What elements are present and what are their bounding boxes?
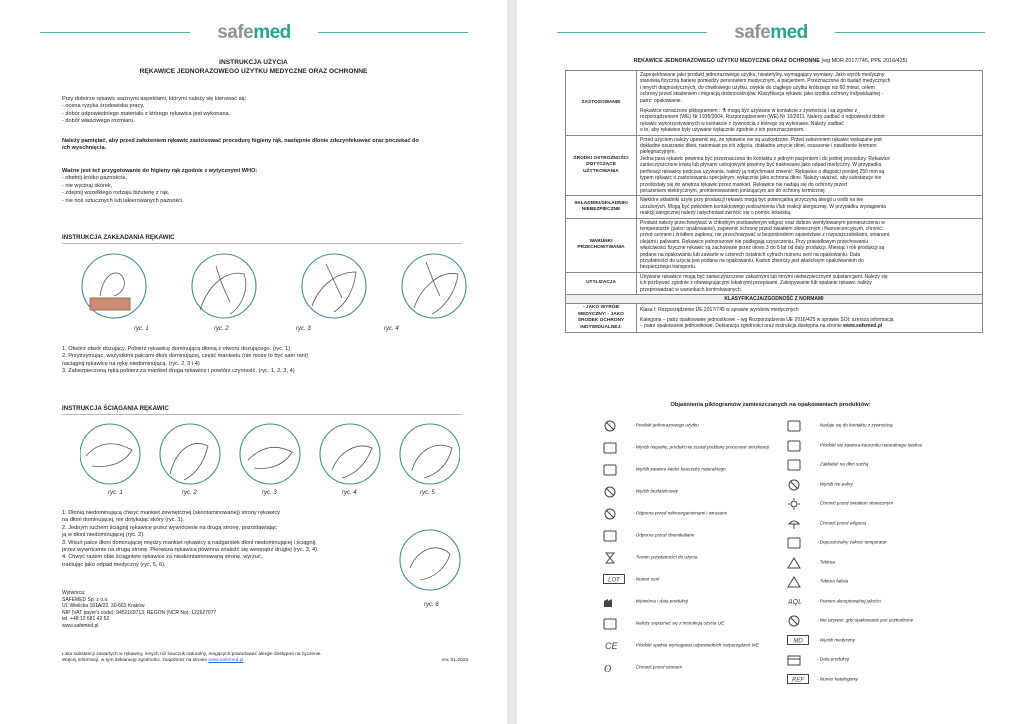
- intro-line: Przy doborze rękawic ważnymi aspektami, którymi należy się kierować są:: [62, 96, 247, 102]
- glove-box: [90, 298, 130, 310]
- doffing-step: ją w dłoni niedominującej (ryc. 2).: [62, 532, 145, 539]
- row-line: Przed użyciem należy upewnić się, że rękawice nie są uszkodzone. Przed założeniem rękawic wskazane jest: [640, 136, 882, 143]
- logo-line-right: [835, 32, 985, 33]
- donning-caption-2: ryc. 2: [214, 326, 229, 332]
- pictogram-label: - Produkt jednorazowego użytku: [633, 422, 699, 428]
- row-line: właściwości fizyczne rękawic są zachowane przez okres 3 do 5 lat od daty produkcji. Miesiąc i rok produkcji są: [640, 245, 885, 252]
- row-line: Zaprojektowane jako produkt jednorazowego użytku, niesterylny, wymagający wymiany. Jako wyrób medyczny: [640, 72, 885, 78]
- hand-sketch-2: [200, 273, 246, 314]
- title-line-1: INSTRUKCJA UŻYCIA: [219, 59, 288, 66]
- pictogram-label: - Numer katalogowy: [817, 676, 858, 682]
- hand-sketch-3: [312, 272, 356, 312]
- row-line: o to, aby rękawice były używane wyłącznie zgodnie z ich przeznaczeniem.: [640, 127, 805, 134]
- hand-icon: [787, 440, 811, 451]
- footer: [62, 652, 482, 665]
- pictogram-row: [787, 537, 887, 548]
- pictogram-label: - Wyrób zawiera lateks kauczuku naturalnego: [633, 466, 726, 472]
- row-line: Rękawice oznaczone piktogramem : ⚗ mogą być używane w kontakcie z żywnością i są zgodne z: [640, 108, 858, 115]
- row-line: Niektóre składniki użyte przy produkcji rękawic mogą być potencjalną przyczyną alergii u osób na nie: [640, 197, 864, 204]
- doffing-caption-5: ryc. 5: [420, 490, 435, 496]
- who-item: - nie noś sztucznych lub lakierowanych paznokci.: [62, 197, 184, 204]
- hygiene-line: Należy pamiętać, aby przed założeniem rękawic zastosować procedurę higieny rąk, następnie dłonie zdezynfekować oraz poczekać do: [62, 138, 419, 144]
- logo-line-left: [40, 32, 190, 33]
- lot-icon: [603, 574, 627, 585]
- hygiene-line: ich wyschnięcia.: [62, 145, 107, 152]
- svg-text:LOT: LOT: [608, 577, 620, 584]
- pictogram-row: [787, 518, 866, 529]
- pictogram-row: [603, 486, 678, 497]
- pictogram-label: - Produkt nie zawiera kauczuku naturalnego lateksu: [817, 442, 923, 448]
- manufacturer-line: tel. +48 12 681 42 52: [62, 616, 110, 623]
- pictogram-row: [603, 618, 724, 629]
- doffing-fig-6: [398, 528, 462, 592]
- logo: [711, 22, 831, 44]
- intro-block: [62, 96, 462, 126]
- row-label: WARUNKI PRZECHOWYWANIA: [566, 218, 637, 272]
- row-line: patrz: opakowanie.: [640, 97, 682, 104]
- logo-line-right: [318, 32, 468, 33]
- sun-icon: [787, 498, 811, 509]
- pictogram-row: [603, 662, 682, 673]
- hygiene-note: [62, 138, 482, 153]
- doffing-step: 3. Wsuń palce dłoni dominującej między mankiet rękawicy a nadgarstek dłoni niedominującej i ściągnij,: [62, 539, 317, 546]
- row-line: przeprowadzać w warunkach kontrolowanych.: [640, 286, 742, 293]
- doffing-step: 2. Jednym ruchem ściągnij rękawicę przez wywrócenie na drugą stronę, pozostawiając: [62, 524, 277, 531]
- pictogram-label: - Chronić przed ozonem: [633, 664, 683, 670]
- header-logo-row: [0, 22, 507, 42]
- intro-line: - ocena ryzyka środowiska pracy,: [62, 103, 145, 110]
- pictogram-label: - Wyrób bezlateksowy: [633, 488, 678, 494]
- pictogram-label: - Nadaje się do kontaktu z żywnością: [817, 422, 893, 428]
- row-text: [637, 272, 983, 294]
- donning-step: 3. Zabezpieczoną ręką pobierz za mankiet drugą rękawicę i powtórz czynność. (ryc. 1, 2, 3, 4): [62, 368, 295, 375]
- logo-part-teal: med: [770, 22, 808, 43]
- chem-icon: [603, 530, 627, 541]
- table-row: [566, 304, 983, 333]
- donning-fig-2-frame: [192, 254, 256, 318]
- classification-line: Kategoria – patrz opakowanie jednostkowe – wg Rozporządzenia UE 2016/425 w sprawie ŚOI; szersza informacja: [640, 317, 894, 324]
- doffing-caption-2: ryc. 2: [182, 490, 197, 496]
- latex-icon: [603, 464, 627, 475]
- who-block: [62, 168, 462, 205]
- pictogram-row: [603, 596, 688, 607]
- pictogram-label: - Poziom akceptowalnej jakości: [817, 598, 881, 604]
- manufacturer-line: Ul. Wielicka 181A/22, 30-663 Kraków: [62, 603, 145, 610]
- temp-icon: [787, 537, 811, 548]
- pap-icon: [787, 576, 811, 587]
- page-right: [517, 0, 1024, 724]
- pictogram-row: [787, 635, 855, 646]
- donning-step: naciągnij rękawicę na rękę niedominującą. (ryc. 2, 3 i 4): [62, 360, 200, 367]
- pictogram-label: - Wyrób nie palny: [817, 481, 853, 487]
- logo-line-left: [557, 32, 707, 33]
- doffing-step: traktując jako odpad medyczny (ryc. 5, 6).: [62, 561, 166, 568]
- manufacturer-line: NIP (VAT payer's code): 9452169713, REGON (NCR No): 122627977: [62, 609, 217, 616]
- row-text: [637, 218, 983, 272]
- header-logo-row-right: [517, 22, 1024, 42]
- pictogram-row: [603, 508, 727, 519]
- pictogram-row: [603, 574, 659, 585]
- row-line: i innych diagnostycznych, do chwilowego użytku, zwykle do ciągłego użytku krótszego niż 60 minut, celem: [640, 84, 875, 91]
- row-line: przedostały się do wnętrza rękawic przez mankiet. Rękawice nie nadają się do ochrony przed: [640, 181, 847, 188]
- row-line: rękawic wykorzystywanych w kontakcie z żywnością z którego są wykonane. Należy zadbać: [640, 120, 844, 127]
- pictogram-row: [603, 420, 699, 431]
- row-line: podane na opakowaniu lub zawarte w czterech ostatnich cyfrach numeru serii na opakowaniu. Data: [640, 251, 861, 258]
- table-row: [566, 272, 983, 294]
- pictogram-row: [603, 442, 769, 453]
- donning-divider: [62, 243, 462, 244]
- wet-icon: [787, 518, 811, 529]
- row-line: przydatności do użycia jest podana na opakowaniu. Karton zbiorczy jest właściwym opakowaniem do: [640, 257, 864, 264]
- svg-text:MD: MD: [793, 638, 803, 644]
- row-line: perforacji rękawicy podczas używania, należy ją natychmiast zmienić. Rękawice o długości poniżej 250 mm są: [640, 168, 885, 175]
- row-text: [637, 196, 983, 218]
- classification-link[interactable]: www.safemed.pl: [843, 323, 883, 330]
- donning-caption-1: ryc. 1: [134, 326, 149, 332]
- row-line: stanowią fizyczną barierę pomiędzy personelem medycznym, a pacjentem. Przeznaczone do badań medycznych: [640, 78, 891, 85]
- row-line: porażeniem elektrycznym, promieniowaniem jonizującym ani do ochrony termicznej.: [640, 187, 826, 194]
- pictogram-label: - Wyrób medyczny: [817, 637, 856, 643]
- pictogram-label: - Wytwórca i data produkcji: [633, 598, 689, 604]
- doffing-caption-6: ryc. 6: [424, 602, 439, 608]
- row-label: SKŁADNIKI/SKŁADNIKI NIEBEZPIECZNE: [566, 196, 637, 218]
- md-icon: [787, 635, 811, 646]
- pictogram-label: - Chronić przed światłem słonecznym: [817, 500, 894, 506]
- pictogram-label: - Zakładać na dłoń suchą: [817, 461, 869, 467]
- row-line: Jedna para rękawic powinna być przeznaczona do kontaktu z jednym pacjentem i do jednej procedury. Rękawice: [640, 155, 891, 162]
- row-text: [637, 135, 983, 196]
- classification-line: [640, 323, 979, 329]
- doffing-caption-1: ryc. 1: [108, 490, 123, 496]
- ref-icon: [787, 674, 811, 685]
- glove-sketch-4: [426, 262, 440, 296]
- who-item: - nie wycinaj skórek,: [62, 182, 113, 189]
- who-item: - obetnij krótko paznokcie,: [62, 175, 127, 182]
- classification-line: Klasa I; Rozporządzenie UE 2017/745 w sprawie wyrobów medycznych: [640, 306, 799, 313]
- recycle-icon: [787, 557, 811, 568]
- doffing-caption-3: ryc. 3: [262, 490, 277, 496]
- damaged-icon: [787, 615, 811, 626]
- donning-figures: [80, 250, 470, 332]
- pictogram-row: [787, 615, 913, 626]
- manufacturer-title: Wytwórca:: [62, 590, 86, 596]
- pictogram-row: [787, 576, 848, 587]
- intro-line: - dobór właściwego rozmiaru.: [62, 118, 135, 125]
- pictogram-row: [787, 674, 858, 685]
- revision-label: rev. 01.2023: [441, 658, 468, 663]
- row-text: [637, 71, 983, 136]
- pictogram-row: [787, 459, 868, 470]
- pictogram-label: - Numer serii: [633, 576, 660, 582]
- manufacturer-line: www.safemed.pl: [62, 622, 99, 629]
- hourglass-icon: [603, 552, 627, 563]
- document-title: [0, 58, 507, 76]
- logo-part-grey: safe: [734, 22, 771, 43]
- micro-icon: [603, 508, 627, 519]
- row-line: reakcji alergicznej należy natychmiast zwrócić się o pomoc lekarską.: [640, 210, 792, 217]
- hand2-icon: [787, 459, 811, 470]
- no-reuse-icon: [603, 420, 627, 431]
- glove-sketch-3: [326, 264, 342, 298]
- pictogram-label: - Produkt spełnia wymagania odpowiednich rozporządzeń WE: [633, 642, 760, 648]
- row-label: UTYLIZACJA: [566, 272, 637, 294]
- doffing-step: 4. Chwyć razem obie ściągnięte rękawice za nieskontaminowaną stronę, wyrzuć,: [62, 554, 263, 561]
- pictogram-row: [787, 498, 893, 509]
- pictogram-row: [603, 530, 694, 541]
- pictogram-row: [603, 640, 759, 651]
- row-line: typem rękawic o zastosowaniu specjalnym, wyłącznie jako ochrona dłoni. Należy uważać, aby substancje nie: [640, 175, 882, 182]
- factory-icon: [603, 596, 627, 607]
- glove-sketch-2: [216, 266, 230, 302]
- pictogram-row: [787, 654, 849, 665]
- title-line-2: RĘKAWICE JEDNORAZOWEGO UŻYTKU MEDYCZNE ORAZ OCHRONNE: [139, 68, 368, 75]
- pictogram-row: [603, 552, 697, 563]
- aql-icon: [787, 596, 811, 607]
- pictogram-label: - Termin przydatności do użycia: [633, 554, 698, 560]
- row-label: ŚRODKI OSTROŻNOŚCI DOTYCZĄCE UŻYTKOWANIA: [566, 135, 637, 196]
- spec-header-bold: RĘKAWICE JEDNORAZOWEGO UŻYTKU MEDYCZNE ORAZ OCHRONNE: [633, 58, 820, 64]
- svg-text:AQL: AQL: [788, 598, 803, 606]
- footer-more-info-text: Więcej informacji, w tym deklarację zgodności, znajdziesz na stronie: [62, 658, 209, 664]
- logo-part-teal: med: [253, 22, 291, 43]
- footer-allergen-note: Lista substancji zawartych w rękawicy, innych niż kauczuk naturalny, mogących powodować alergie dostępna na życzenie.: [62, 652, 322, 657]
- hand-sketch-1: [100, 273, 124, 296]
- hand-sketch-4: [414, 273, 458, 314]
- classification-line-text: – patrz opakowanie jednostkowe. Deklaracja zgodności oraz instrukcja dostępna na stronie: [640, 323, 844, 330]
- document-icon: [603, 618, 627, 629]
- row-line: pielęgnacyjnym.: [640, 149, 676, 156]
- pictogram-title: Objaśnienia piktogramów zamieszczanych na opakowaniach produktów:: [670, 402, 871, 408]
- logo-part-grey: safe: [217, 22, 254, 43]
- pictogram-label: - Tektura: [817, 559, 835, 565]
- pictogram-row: [603, 464, 726, 475]
- classification-text: [637, 304, 983, 333]
- latex-free-icon: [603, 486, 627, 497]
- donning-title: INSTRUKCJA ZAKŁADANIA RĘKAWIC: [62, 234, 175, 241]
- doffing-caption-4: ryc. 4: [342, 490, 357, 496]
- pictogram-label: - Odporna przed mikroorganizmami i wirusami: [633, 510, 727, 516]
- row-line: dokładne osuszanie dłoni, natomiast po ich zdjęciu, dokładne umycie dłoni, osuszenie i nawilżenie kremem: [640, 143, 877, 150]
- svg-text:O: O: [604, 664, 612, 674]
- doffing-title: INSTRUKCJA ŚCIĄGANIA RĘKAWIC: [62, 405, 169, 412]
- row-line: rozporządzeniem (WE) Nr 1935/2004, Rozporządzeniem (WE) Nr 10/2011. Należy zadbać o odpowiedni dobór: [640, 114, 886, 121]
- row-line: przed ozonem i źródłem zapłonu, nie przechowywać w bezpośrednim sąsiedztwie z rozpuszczalnikami, smarami,: [640, 232, 891, 239]
- ce-icon: [603, 640, 627, 651]
- cal-icon: [787, 654, 811, 665]
- table-row: [566, 218, 983, 272]
- row-line: zanieczyszczone krwią lub płynami ustrojowymi powinny być traktowane jako odpad medyczny. W przypadku: [640, 162, 882, 169]
- doffing-figures: [80, 420, 460, 492]
- who-item: - zdejmij wszelkiego rodzaju biżuterię z rąk,: [62, 190, 170, 197]
- page-left: [0, 0, 507, 724]
- pictogram-row: [787, 440, 922, 451]
- row-line: olejami i paliwami. Rękawice jednorazowe nie podlegają czyszczeniu. Przy prawidłowym przechowaniu: [640, 238, 869, 245]
- doffing-steps: [62, 510, 402, 569]
- row-line: Produkt należy przechowywać w chłodnym pozbawionym wilgoci oraz dobrze wentylowanym pomieszczeniu w: [640, 219, 885, 226]
- doffing-divider: [62, 414, 462, 415]
- pictogram-row: [787, 557, 835, 568]
- row-line: ich pozbywać zgodnie z obowiązującymi lokalnymi przepisami. Zakopywanie lub spalanie rękawic należy: [640, 280, 872, 287]
- pictogram-row: [787, 420, 893, 431]
- row-label: ZASTOSOWANIE: [566, 71, 637, 136]
- row-line: Używane rękawice mogą być zanieczyszczone zakaźnymi lub innymi niebezpiecznymi substancjami. Należy się: [640, 273, 888, 280]
- footer-website-link[interactable]: www.safemed.pl: [208, 658, 244, 664]
- pictogram-label: - Data produkcji: [817, 656, 850, 662]
- pictogram-label: - Chronić przed wilgocią: [817, 520, 867, 526]
- logo: [194, 22, 314, 44]
- no-fire-icon: [787, 479, 811, 490]
- donning-steps: [62, 346, 482, 376]
- row-line: bezpiecznego transportu.: [640, 264, 697, 271]
- pictogram-label: - Odporna przed chemikaliami: [633, 532, 695, 538]
- donning-fig-3-frame: [302, 254, 366, 318]
- pictogram-label: - Dopuszczalny zakres temperatur: [817, 539, 887, 545]
- manufacturer-line: SAFEMED Sp. z o.o.: [62, 596, 109, 603]
- row-label: - JAKO WYRÓB MEDYCZNY: - JAKO ŚRODEK OCHRONY INDYWIDUALNEJ:: [566, 304, 637, 333]
- table-row: [566, 295, 983, 304]
- donning-step: 1. Otwórz otwór dozujący. Pobierz rękawicę dominującą dłonią z otworu dozującego. (ryc. 1): [62, 346, 291, 352]
- ozone-icon: [603, 662, 627, 673]
- doffing-step: przez wywrócenie na drugą stronę. Pierwsza rękawica powinna znaleźć się wewnątrz drugiej (ryc. 3, 4).: [62, 547, 319, 554]
- pictogram-row: [787, 596, 881, 607]
- pictogram-label: - Nie używać, gdy opakowanie jest uszkodzone: [817, 617, 914, 623]
- intro-line: - dobór odpowiedniego materiału z którego rękawica jest wykonana,: [62, 110, 231, 117]
- donning-fig-4-frame: [402, 254, 466, 318]
- footer-more-info: [62, 658, 482, 664]
- table-row: [566, 135, 983, 196]
- donning-caption-4: ryc. 4: [384, 326, 399, 332]
- pictogram-label: - Wyrób niepalny, produkt nie został poddany procesowi sterylizacji: [633, 444, 770, 450]
- spec-header-tail: (wg MDR 2017/745, PPE 2016/425): [819, 58, 908, 64]
- row-line: temperaturze (patrz: opakowanie), zapewnić ochronę przed światłem słonecznym i fluorescencyjnym, chronić: [640, 225, 882, 232]
- svg-text:REF: REF: [792, 677, 804, 683]
- pictogram-label: - Należy zapoznać się z instrukcją użycia UE: [633, 620, 725, 626]
- row-line: ochrony przed skażeniem i migracją drobnoustrojów. Klasyfikacja rękawic jako środka ochrony indywidualnej -: [640, 91, 884, 98]
- table-row: [566, 196, 983, 218]
- spec-header: [517, 58, 1024, 64]
- table-row: [566, 71, 983, 136]
- who-title: Ważne jest też przygotowanie do higieny rąk zgodnie z wytycznymi WHO:: [62, 168, 258, 174]
- row-line: uczulonych. Mogą być powodem kontaktowego podrażnienia i/lub reakcji alergicznej. W przypadku wystąpienia: [640, 203, 886, 210]
- spec-table: [565, 70, 983, 333]
- pictogram-label: - Tektura falista: [817, 578, 849, 584]
- donning-step: 2. Przytrzymując, wszystkimi palcami dłoni dominującej, część mankietu (nie może to być sam rant): [62, 353, 309, 360]
- manufacturer-block: [62, 590, 362, 630]
- svg-text:CE: CE: [605, 641, 618, 650]
- pictogram-row: [787, 479, 853, 490]
- classification-header: KLASYFIKACJA/ZGODNOŚĆ Z NORMAMI: [566, 295, 983, 304]
- doffing-step: 1. Dłonią niedominującą chwyć mankiet zewnętrznej (skontaminowanej) strony rękawicy: [62, 510, 280, 516]
- donning-caption-3: ryc. 3: [296, 326, 311, 332]
- doffing-step: na dłoni dominującej, nie dotykając skóry (ryc. 1).: [62, 517, 185, 524]
- quarantine-icon: [603, 442, 627, 453]
- gloves-icon: [787, 420, 811, 431]
